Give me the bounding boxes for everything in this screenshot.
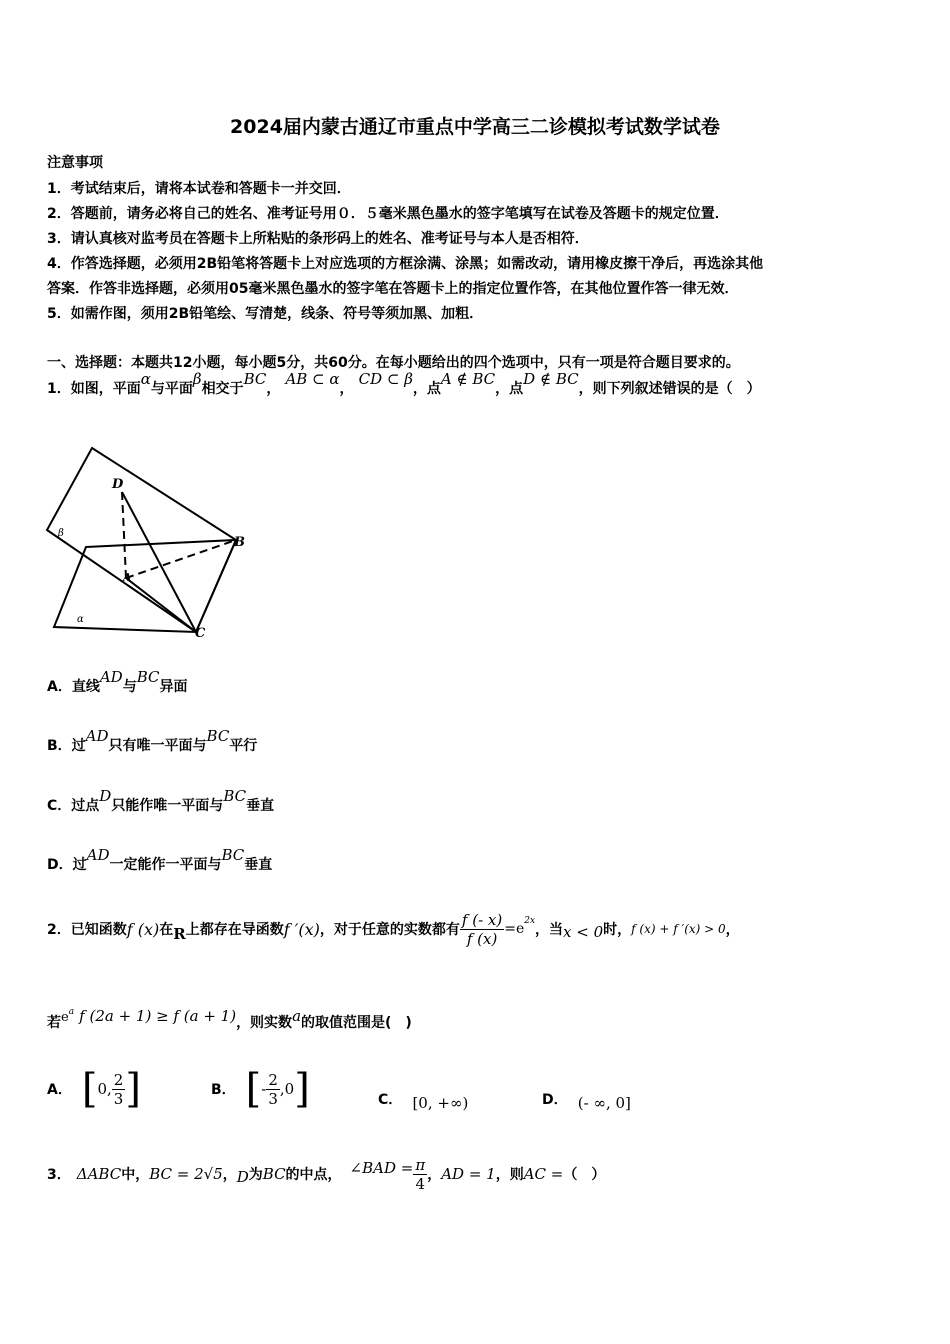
option-math: 0, — [97, 1080, 112, 1098]
option-text: 只有唯一平面与 — [108, 738, 207, 754]
q3-text: ，则 — [495, 1167, 524, 1183]
math-angle: ∠BAD = — [349, 1159, 414, 1177]
option-letter: A． — [47, 679, 72, 695]
q2-text: 上都存在导函数 — [185, 922, 284, 938]
q2-option-a[interactable] — [47, 1064, 141, 1114]
math-cd-subset: CD ⊂ β — [358, 370, 413, 388]
fraction-denominator: 3 — [268, 1089, 278, 1108]
option-math: (- ∞, 0] — [577, 1094, 631, 1112]
label-a: A — [123, 571, 132, 584]
q2-option-c[interactable] — [378, 1089, 469, 1112]
option-math: D — [99, 787, 112, 805]
question-2-condition — [47, 1006, 412, 1031]
option-letter: D． — [47, 857, 73, 873]
bracket-right: ] — [294, 1066, 310, 1112]
fraction-numerator: 2 — [113, 1070, 124, 1089]
option-math: BC — [206, 727, 230, 745]
option-text: 平行 — [229, 738, 258, 754]
question-2-stem — [47, 906, 740, 952]
q1-figure — [44, 440, 254, 640]
math-exp: 2x — [524, 916, 536, 926]
section-heading: 一、选择题：本题共12小题，每小题5分，共60分。在每小题给出的四个选项中，只有一项是符合题目要求的。 — [47, 355, 740, 371]
q2-text: 的取值范围是( ) — [301, 1015, 412, 1031]
q1-text: 相交于 — [201, 381, 244, 397]
math-cond: x < 0 — [563, 923, 604, 941]
question-1-stem — [47, 370, 761, 398]
option-text: 垂直 — [246, 798, 275, 814]
option-math: AD — [99, 668, 123, 686]
math-a-notin: A ∉ BC — [440, 370, 496, 388]
segment-ac — [126, 578, 196, 632]
math-a: a — [292, 1007, 302, 1025]
q3-text: ， — [427, 1167, 442, 1183]
notice-item: 1．考试结束后，请将本试卷和答题卡一并交回． — [47, 181, 351, 197]
q1-option-b[interactable] — [47, 727, 258, 755]
option-letter: B． — [211, 1082, 236, 1098]
q3-text: 为 — [248, 1167, 263, 1183]
q1-text: ， — [266, 381, 281, 397]
notice-item: 2．答题前，请务必将自己的姓名、准考证号用０．５毫米黑色墨水的签字笔填写在试卷及答题卡的规定位置． — [47, 206, 729, 222]
option-letter: A． — [47, 1082, 72, 1098]
fraction-numerator: f (- x) — [461, 910, 503, 929]
option-text: 异面 — [159, 679, 188, 695]
q1-text: ，则下列叙述错误的是（ ） — [578, 381, 761, 397]
option-text: 直线 — [71, 679, 100, 695]
fraction-denominator: 4 — [415, 1174, 426, 1193]
bracket-right: ] — [125, 1066, 141, 1112]
math-ineq: f (2a + 1) ≥ f (a + 1) — [79, 1007, 237, 1025]
notice-item: 4．作答选择题，必须用2B铅笔将答题卡上对应选项的方框涂满、涂黑；如需改动，请用橡皮擦干净后，再选涂其他 — [47, 256, 764, 272]
q1-text: ，点 — [495, 381, 524, 397]
bracket-left: [ — [245, 1066, 262, 1112]
math-fpx: f ′(x) — [283, 919, 320, 939]
q2-option-d[interactable] — [542, 1089, 631, 1112]
option-math: ,0 — [279, 1080, 295, 1098]
option-text: 与 — [122, 679, 137, 695]
math-fx: f (x) — [126, 919, 160, 939]
segment-ab — [126, 540, 236, 578]
option-math: [0, +∞) — [412, 1094, 469, 1112]
option-text: 垂直 — [244, 857, 273, 873]
fraction-denominator: 3 — [113, 1089, 124, 1108]
label-d: D — [112, 477, 124, 492]
math-bc-eq: BC = 2√5 — [149, 1165, 223, 1183]
math-ab-subset: AB ⊂ α — [285, 370, 340, 388]
q1-option-a[interactable] — [47, 668, 188, 696]
fraction-pi-over-four — [413, 1156, 427, 1193]
option-text: 过点 — [71, 798, 100, 814]
q3-text: ， — [222, 1167, 237, 1183]
fraction-f-ratio — [460, 911, 504, 948]
fraction-numerator: 2 — [268, 1070, 278, 1089]
q3-text: 的中点， — [285, 1167, 342, 1183]
math-beta: β — [192, 370, 202, 388]
math-ad-eq: AD = 1 — [441, 1165, 496, 1183]
fraction-two-thirds — [266, 1071, 280, 1108]
label-beta: β — [58, 528, 64, 539]
label-c: C — [195, 626, 206, 640]
q1-option-d[interactable] — [47, 846, 273, 874]
option-text: 过 — [71, 738, 86, 754]
label-b: B — [234, 535, 245, 550]
q2-text: 若 — [47, 1015, 61, 1031]
option-math: BC — [221, 846, 245, 864]
q2-text: 2．已知函数 — [47, 922, 127, 938]
page-title: 2024届内蒙古通辽市重点中学高三二诊模拟考试数学试卷 — [230, 116, 720, 138]
notice-heading: 注意事项 — [47, 155, 103, 171]
notice-item: 5．如需作图，须用2B铅笔绘、写清楚，线条、符号等须加黑、加粗． — [47, 306, 484, 322]
math-d-notin: D ∉ BC — [523, 370, 579, 388]
q1-option-c[interactable] — [47, 787, 275, 815]
notice-item: 3．请认真核对监考员在答题卡上所粘贴的条形码上的姓名、准考证号与本人是否相符． — [47, 231, 589, 247]
option-text: 过 — [72, 857, 87, 873]
math-d: D — [236, 1168, 249, 1186]
math-ac-eq: AC = — [523, 1165, 564, 1183]
option-math: AD — [86, 846, 110, 864]
segment-da — [122, 492, 126, 578]
q1-text: ， — [339, 381, 354, 397]
option-letter: C． — [47, 798, 72, 814]
q2-text: 时， — [603, 922, 632, 938]
math-bc: BC — [243, 370, 267, 388]
math-alpha: α — [140, 370, 151, 388]
option-math: AD — [85, 727, 109, 745]
option-math: - — [261, 1080, 267, 1098]
math-bc: BC — [262, 1165, 286, 1183]
fraction-numerator: π — [415, 1155, 426, 1174]
q1-text: 与平面 — [150, 381, 193, 397]
math-triangle: ΔABC — [76, 1165, 122, 1183]
q2-text: ，对于任意的实数都有 — [319, 922, 460, 938]
q2-text: ，当 — [535, 922, 564, 938]
option-letter: C． — [378, 1092, 403, 1108]
fraction-two-thirds — [112, 1071, 126, 1108]
q2-option-b[interactable] — [211, 1064, 310, 1114]
q2-text: ，则实数 — [236, 1015, 293, 1031]
math-exp: a — [68, 1007, 75, 1017]
q3-text: 3． — [47, 1167, 71, 1183]
math-ineq: f (x) + f ′(x) > 0 — [631, 922, 726, 936]
math-r: R — [173, 925, 186, 943]
q2-text: ， — [725, 922, 740, 938]
notice-item: 答案．作答非选择题，必须用05毫米黑色墨水的签字笔在答题卡上的指定位置作答，在其他位置作答一律无效． — [47, 281, 739, 297]
option-text: 一定能作一平面与 — [109, 857, 222, 873]
option-letter: B． — [47, 738, 72, 754]
math-eq: =e — [504, 921, 525, 937]
question-3-stem — [47, 1150, 605, 1198]
q2-text: 在 — [159, 922, 174, 938]
fraction-denominator: f (x) — [466, 929, 498, 948]
option-math: BC — [223, 787, 247, 805]
segment-dc — [122, 492, 196, 632]
math-e: e — [61, 1010, 69, 1025]
bracket-left: [ — [81, 1066, 98, 1112]
option-letter: D． — [542, 1092, 568, 1108]
q1-text: 1．如图，平面 — [47, 381, 141, 397]
q3-text: 中， — [121, 1167, 150, 1183]
q3-text: （ ） — [563, 1167, 606, 1183]
q1-text: ，点 — [412, 381, 441, 397]
option-text: 只能作唯一平面与 — [111, 798, 224, 814]
label-alpha: α — [77, 614, 84, 625]
option-math: BC — [136, 668, 160, 686]
